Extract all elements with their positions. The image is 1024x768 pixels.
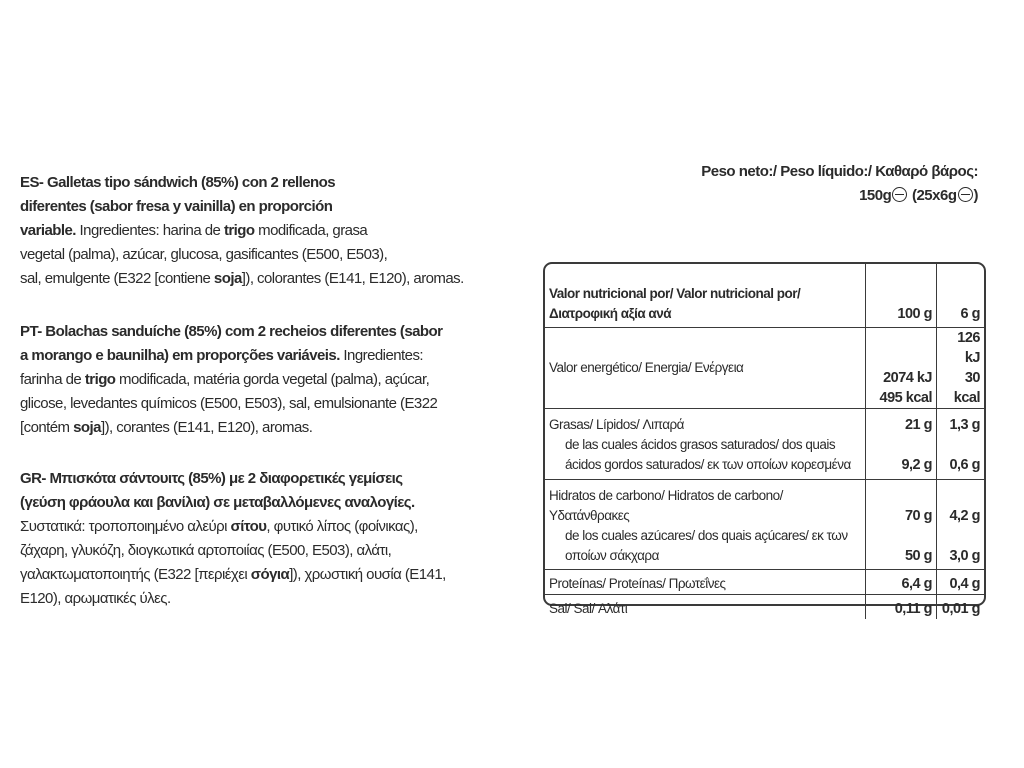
es-title-line1: ES- Galletas tipo sándwich (85%) con 2 rellenos: [20, 174, 336, 191]
gr-text: Συστατικά: τροποποιημένο αλεύρι: [20, 518, 231, 535]
sugars-6g: 3,0 g: [937, 526, 985, 570]
protein-6g: 0,4 g: [937, 570, 985, 595]
gr-title-line1: GR- Μπισκότα σάντουιτς (85%) με 2 διαφορετικές γεμίσεις: [20, 470, 403, 487]
ingredients-gr: [20, 467, 490, 611]
nutrition-header-label: Valor nutricional por/ Valor nutricional por/ Διατροφική αξία ανά: [545, 264, 866, 328]
energy-100g: 2074 kJ 495 kcal: [866, 328, 937, 409]
nutrition-row-carbs: [545, 480, 984, 527]
pt-title-line1: PT- Bolachas sanduíche (85%) com 2 recheios diferentes (sabor: [20, 323, 443, 340]
pt-ingredients-label: Ingredientes:: [339, 347, 424, 364]
sugars-label: de los cuales azúcares/ dos quais açúcares/ εκ των οποίων σάκχαρα: [545, 526, 866, 570]
es-text: ]), colorantes (E141, E120), aromas.: [241, 270, 464, 287]
net-weight: [701, 160, 978, 208]
gr-allergen-soy: σόγια: [250, 566, 290, 583]
es-text: sal, emulgente (E322 [contiene: [20, 270, 214, 287]
gr-text: γαλακτωματοποιητής (E322 [περιέχει: [20, 566, 251, 583]
net-weight-total: 150g: [859, 187, 892, 204]
gr-text: ]), χρωστική ουσία (E141,: [289, 566, 446, 583]
carbs-100g: 70 g: [866, 480, 937, 527]
pt-text: farinha de: [20, 371, 85, 388]
net-weight-value: [701, 184, 978, 208]
salt-label: Sal/ Sal/ Αλάτι: [545, 595, 866, 620]
energy-label: Valor energético/ Energia/ Ενέργεια: [545, 328, 866, 409]
ingredients-pt: [20, 320, 490, 440]
pt-allergen-wheat: trigo: [84, 371, 116, 388]
es-allergen-soy: soja: [213, 270, 242, 287]
saturates-100g: 9,2 g: [866, 435, 937, 480]
nutrition-row-sugars: [545, 526, 984, 570]
saturates-label: de las cuales ácidos grasos saturados/ dos quais ácidos gordos saturados/ εκ των οποίων κορεσμένα: [545, 435, 866, 480]
fat-100g: 21 g: [866, 409, 937, 436]
sugars-100g: 50 g: [866, 526, 937, 570]
gr-text: E120), αρωματικές ύλες.: [20, 590, 171, 607]
nutrition-table: [543, 262, 986, 617]
pt-text: modificada, matéria gorda vegetal (palma), açúcar,: [115, 371, 430, 388]
protein-label: Proteínas/ Proteínas/ Πρωτεΐνες: [545, 570, 866, 595]
saturates-6g: 0,6 g: [937, 435, 985, 480]
salt-100g: 0,11 g: [866, 595, 937, 620]
es-text: modificada, grasa: [254, 222, 368, 239]
gr-text: , φυτικό λίπος (φοίνικας),: [266, 518, 418, 535]
net-weight-close: ): [973, 187, 978, 204]
gr-allergen-wheat: σίτου: [230, 518, 267, 535]
pt-text: ]), corantes (E141, E120), aromas.: [100, 419, 313, 436]
column-header-6g: 6 g: [937, 264, 985, 328]
net-weight-label: Peso neto:/ Peso líquido:/ Καθαρό βάρος:: [701, 163, 978, 180]
es-title-line2: diferentes (sabor fresa y vainilla) en proporción: [20, 198, 333, 215]
carbs-label: Hidratos de carbono/ Hidratos de carbono/ Υδατάνθρακες: [545, 480, 866, 527]
fat-6g: 1,3 g: [949, 417, 980, 433]
fat-label: Grasas/ Lípidos/ Λιπαρά: [545, 409, 866, 436]
estimated-sign-icon: [892, 187, 907, 202]
column-header-100g: 100 g: [866, 264, 937, 328]
nutrition-row-energy: [545, 328, 984, 409]
net-weight-pack: (25x6g: [908, 187, 957, 204]
salt-6g: 0,01 g: [941, 601, 980, 617]
nutrition-header-row: [545, 264, 984, 328]
pt-allergen-soy: soja: [73, 419, 101, 436]
nutrition-row-salt: [545, 595, 984, 620]
es-title-line3: variable.: [20, 222, 76, 239]
pt-text: glicose, levedantes químicos (E500, E503), sal, emulsionante (E322: [20, 395, 438, 412]
nutrition-row-fat: [545, 409, 984, 436]
es-ingredients-label: Ingredientes: harina de: [75, 222, 224, 239]
estimated-sign-icon: [958, 187, 973, 202]
energy-6g: 126 kJ 30 kcal: [937, 328, 985, 409]
es-text: vegetal (palma), azúcar, glucosa, gasificantes (E500, E503),: [20, 246, 388, 263]
nutrition-row-protein: [545, 570, 984, 595]
pt-title-line2: a morango e baunilha) em proporções variáveis.: [20, 347, 340, 364]
ingredients-es: [20, 171, 490, 291]
gr-text: ζάχαρη, γλυκόζη, διογκωτικά αρτοποιίας (E500, E503), αλάτι,: [20, 542, 392, 559]
gr-title-line2: (γεύση φράουλα και βανίλια) σε μεταβαλλόμενες αναλογίες.: [20, 494, 415, 511]
protein-100g: 6,4 g: [866, 570, 937, 595]
carbs-6g: 4,2 g: [949, 508, 980, 524]
nutrition-row-saturates: [545, 435, 984, 480]
pt-text: [contém: [20, 419, 74, 436]
es-allergen-wheat: trigo: [223, 222, 255, 239]
